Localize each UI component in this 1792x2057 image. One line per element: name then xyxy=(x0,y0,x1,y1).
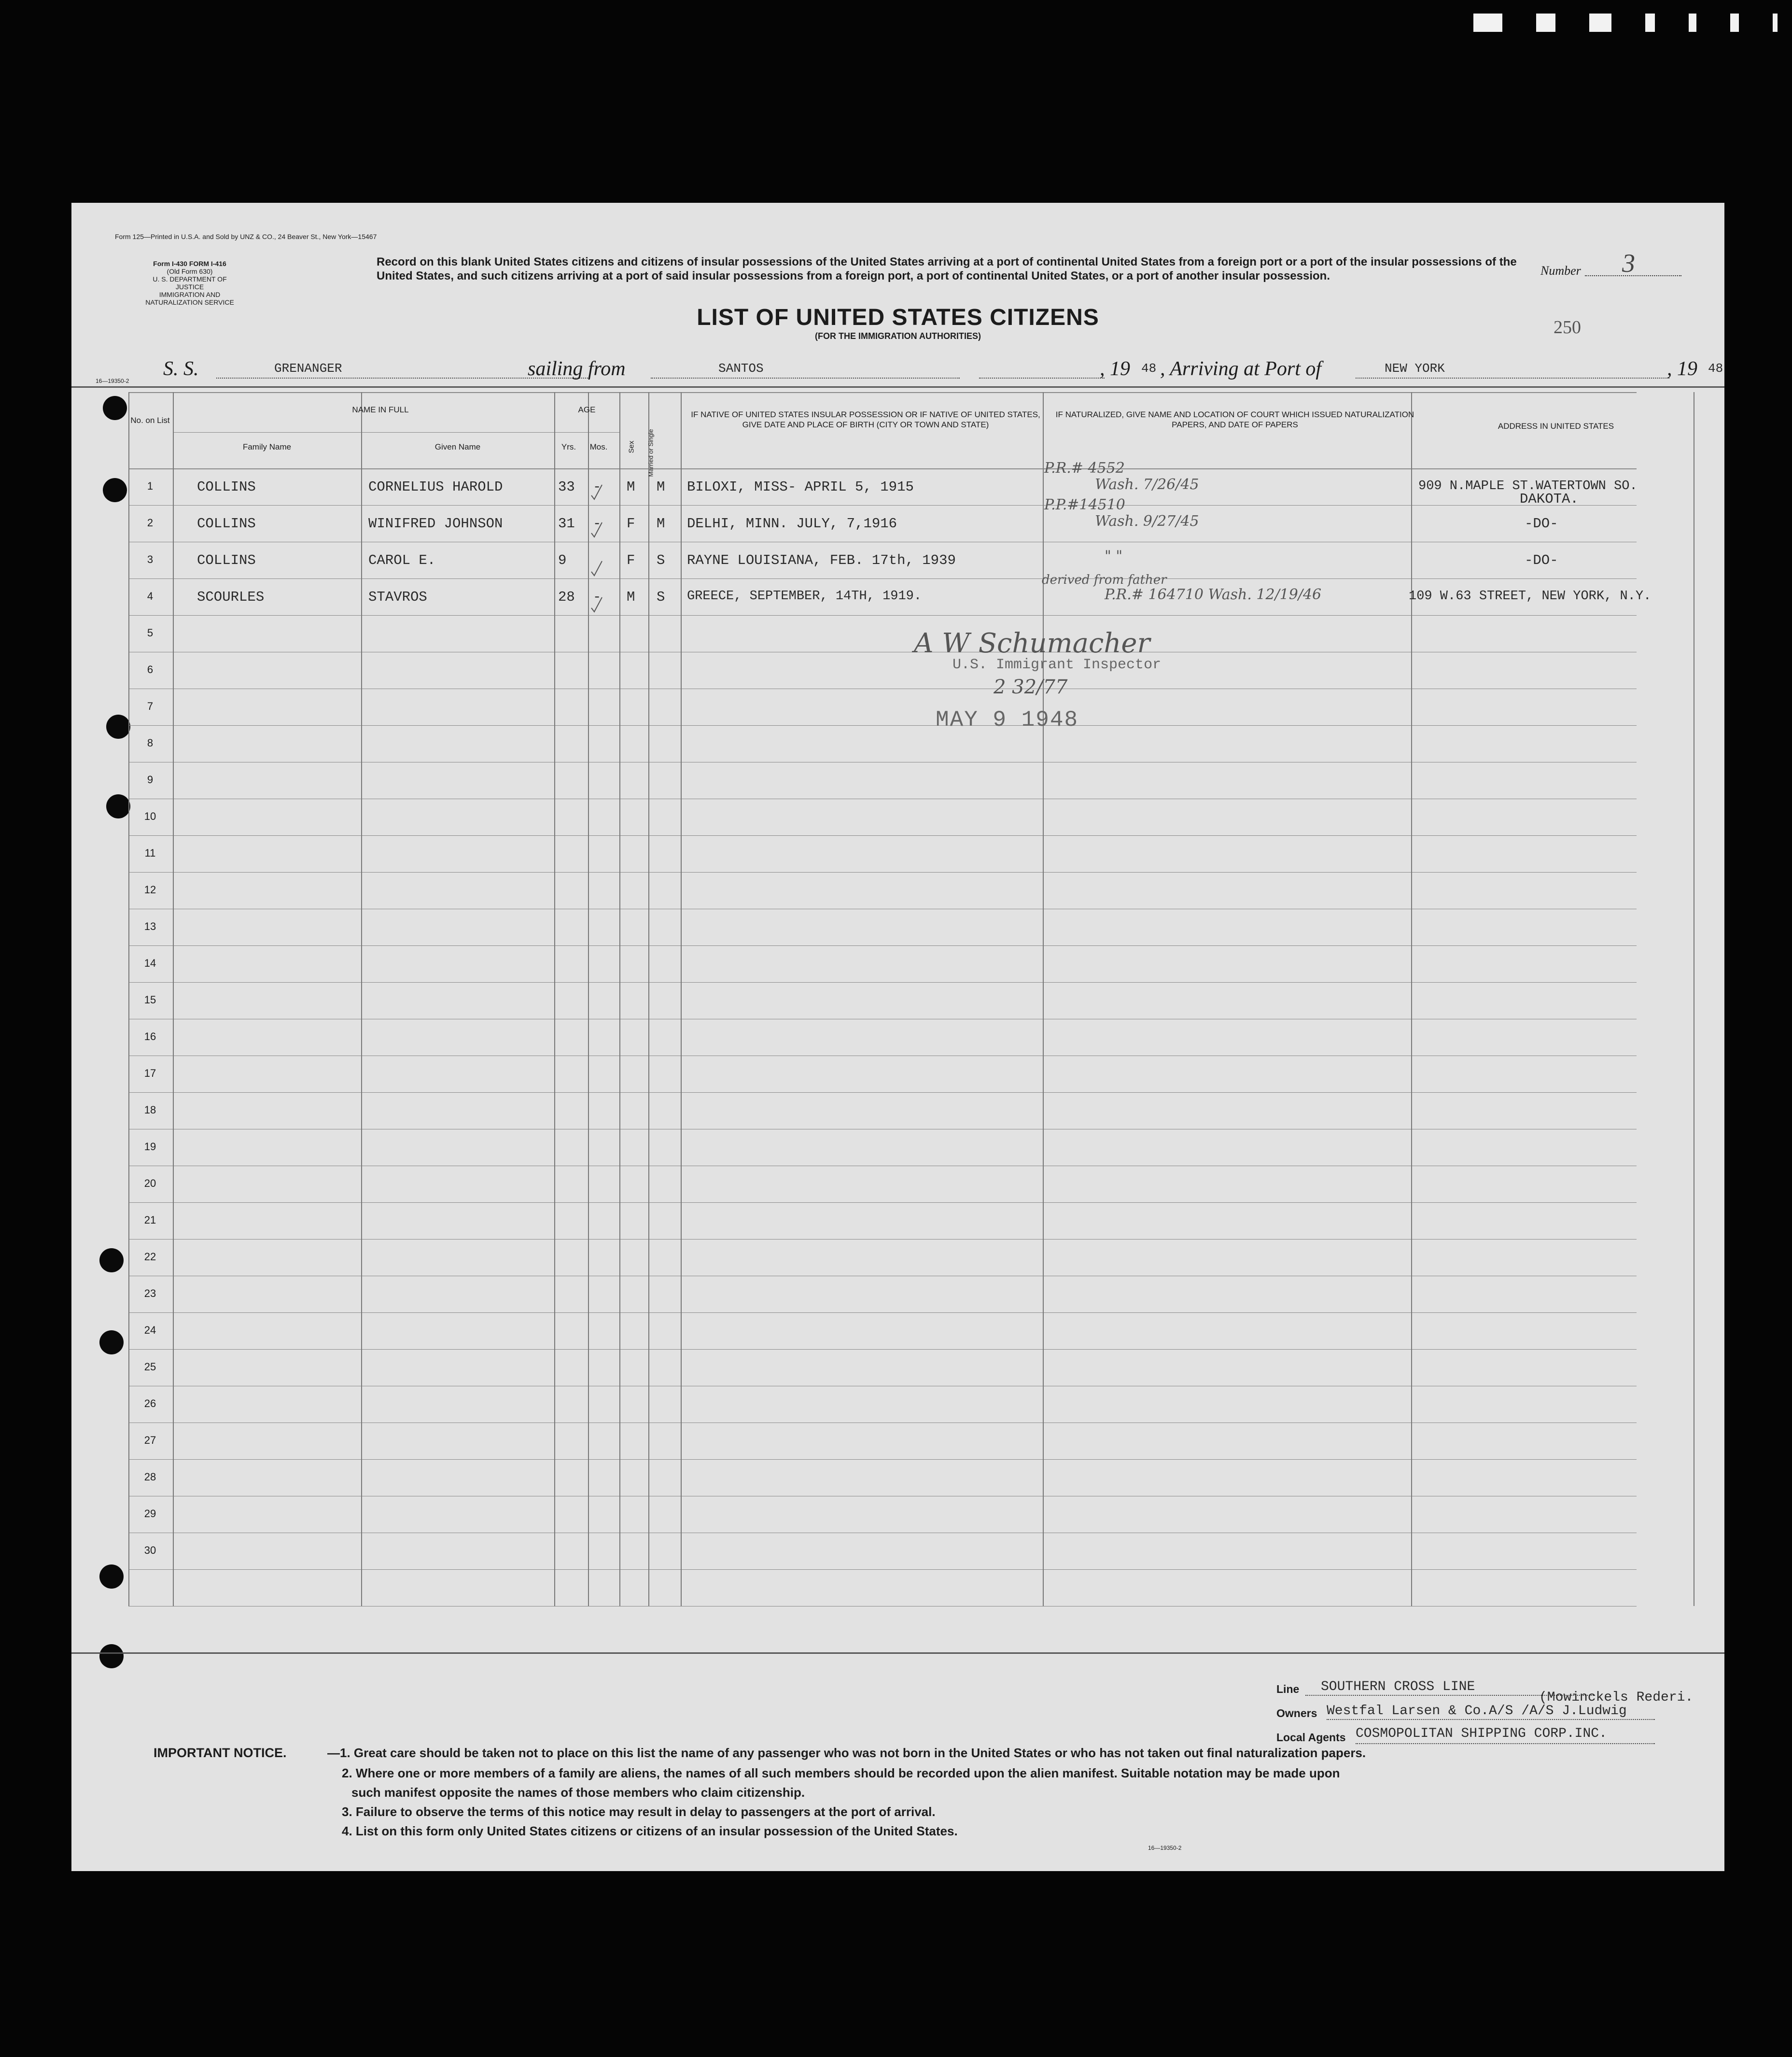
sex: F xyxy=(627,552,635,568)
col-family-name: Family Name xyxy=(242,442,292,451)
column-line xyxy=(648,392,649,1606)
col-sex: Sex xyxy=(627,440,636,453)
inspector-signature: A W Schumacher xyxy=(914,628,1150,659)
form-number: 16—19350-2 xyxy=(96,378,129,384)
arriving-label: , Arriving at Port of xyxy=(1160,358,1322,380)
row-line xyxy=(128,1349,1637,1350)
col-age: AGE xyxy=(578,405,596,414)
row-line xyxy=(128,725,1637,726)
birth-place-date: RAYNE LOUISIANA, FEB. 17th, 1939 xyxy=(687,552,956,568)
col-mos: Mos. xyxy=(589,442,608,451)
row-number: 20 xyxy=(144,1177,156,1189)
year-prefix: , 19 xyxy=(1667,358,1697,380)
port-to-line xyxy=(1356,378,1669,379)
marital-status: M xyxy=(657,479,665,495)
form-print-line: Form 125—Printed in U.S.A. and Sold by UNZ & CO., 24 Beaver St., New York—15467 xyxy=(115,233,377,240)
film-mark xyxy=(1730,14,1739,32)
department-name: U. S. DEPARTMENT OF JUSTICE xyxy=(153,275,227,291)
address-continued: DAKOTA. xyxy=(1520,491,1579,507)
row-number: 16 xyxy=(144,1030,156,1043)
port-to: NEW YORK xyxy=(1385,361,1445,376)
row-number: 11 xyxy=(144,847,156,859)
marital-status: S xyxy=(657,589,665,605)
department-block xyxy=(144,260,236,306)
naturalization-note: derived from father xyxy=(1042,573,1167,587)
col-birth: IF NATIVE OF UNITED STATES INSULAR POSSESSION OR IF NATIVE OF UNITED STATES, GIVE DATE AND PLACE OF BIRTH (CITY OR TOWN AND STATE) xyxy=(691,410,1040,429)
age-years: 33 xyxy=(558,479,575,495)
age-years: 28 xyxy=(558,589,575,605)
address: 909 N.MAPLE ST.WATERTOWN SO. xyxy=(1418,479,1638,493)
form-number-bottom: 16—19350-2 xyxy=(1148,1845,1182,1851)
marital-status: M xyxy=(657,516,665,532)
column-line xyxy=(554,392,555,1606)
row-number: 26 xyxy=(144,1397,156,1409)
agents-underline xyxy=(1356,1743,1655,1744)
naturalization-note: P.R.# 164710 Wash. 12/19/46 xyxy=(1105,586,1322,603)
film-mark xyxy=(1473,14,1502,32)
row-line xyxy=(128,578,1637,579)
row-line xyxy=(128,872,1637,873)
row-number: 10 xyxy=(144,810,156,822)
given-name: CAROL E. xyxy=(368,552,436,568)
manifest-sheet xyxy=(71,203,1724,1871)
address: -DO- xyxy=(1525,516,1558,532)
birth-place-date: GREECE, SEPTEMBER, 14TH, 1919. xyxy=(687,589,922,604)
port-from-line xyxy=(651,378,960,379)
port-from: SANTOS xyxy=(718,361,764,376)
service-name: IMMIGRATION AND NATURALIZATION SERVICE xyxy=(145,291,234,306)
column-line xyxy=(173,392,174,1606)
check-mark-icon xyxy=(590,484,603,500)
row-number: 19 xyxy=(144,1141,156,1153)
notice-item-2-cont: such manifest opposite the names of those members who claim citizenship. xyxy=(351,1785,805,1800)
age-months: - xyxy=(593,516,602,532)
sex: M xyxy=(627,479,635,495)
owners-underline xyxy=(1327,1719,1655,1720)
column-line xyxy=(361,392,362,1606)
address: 109 W.63 STREET, NEW YORK, N.Y. xyxy=(1409,589,1652,604)
naturalization-note: P.R.# 4552 xyxy=(1044,460,1125,477)
row-number: 5 xyxy=(147,627,154,639)
age-years: 9 xyxy=(558,552,567,568)
old-form: (Old Form 630) xyxy=(167,268,213,275)
given-name: WINIFRED JOHNSON xyxy=(368,516,503,532)
row-number: 14 xyxy=(144,957,156,969)
sailing-from-label: sailing from xyxy=(528,358,626,380)
given-name: CORNELIUS HAROLD xyxy=(368,479,503,495)
col-no: No. on List xyxy=(130,416,170,425)
voyage-line xyxy=(71,357,1724,386)
birth-place-date: DELHI, MINN. JULY, 7,1916 xyxy=(687,516,897,532)
row-number: 18 xyxy=(144,1104,156,1116)
film-mark xyxy=(1645,14,1655,32)
column-line xyxy=(681,392,682,1606)
given-name: STAVROS xyxy=(368,589,427,605)
row-line xyxy=(128,615,1637,616)
punch-hole xyxy=(106,794,130,818)
date-line xyxy=(979,378,1105,379)
punch-hole xyxy=(99,1564,124,1589)
row-number: 15 xyxy=(144,994,156,1006)
year-value: 48 xyxy=(1708,361,1723,376)
punch-hole xyxy=(103,478,127,502)
year-prefix: , 19 xyxy=(1100,358,1130,380)
row-number: 23 xyxy=(144,1287,156,1299)
col-married: Married or Single xyxy=(647,429,655,477)
film-mark xyxy=(1536,14,1555,32)
name-age-divider xyxy=(173,432,619,433)
film-mark xyxy=(1689,14,1696,32)
row-number: 12 xyxy=(144,884,156,896)
row-line xyxy=(128,945,1637,946)
col-given-name: Given Name xyxy=(434,442,481,451)
handwritten-fraction: 2 32/77 xyxy=(994,676,1068,698)
owners-value: Westfal Larsen & Co.A/S /A/S J.Ludwig xyxy=(1327,1704,1627,1719)
check-mark-icon xyxy=(590,596,603,613)
punch-hole xyxy=(99,1330,124,1354)
row-line xyxy=(128,1569,1637,1570)
naturalization-note: " " xyxy=(1105,548,1123,564)
column-line xyxy=(619,392,620,1606)
row-number: 22 xyxy=(144,1251,156,1263)
row-line xyxy=(128,835,1637,836)
check-mark-icon xyxy=(590,560,603,577)
family-name: COLLINS xyxy=(197,516,256,532)
marital-status: S xyxy=(657,552,665,568)
film-mark xyxy=(1773,14,1778,32)
row-number: 17 xyxy=(144,1067,156,1079)
row-number: 30 xyxy=(144,1544,156,1556)
ss-label: S. S. xyxy=(163,358,199,380)
important-notice-title: IMPORTANT NOTICE. xyxy=(154,1746,287,1760)
row-line xyxy=(128,505,1637,506)
punch-hole xyxy=(103,396,127,420)
column-line xyxy=(1411,392,1412,1606)
row-number: 27 xyxy=(144,1434,156,1446)
number-value: 3 xyxy=(1622,249,1635,278)
family-name: COLLINS xyxy=(197,479,256,495)
address: -DO- xyxy=(1525,552,1558,568)
punch-hole xyxy=(99,1248,124,1272)
row-line xyxy=(128,1239,1637,1240)
handwritten-mark: 250 xyxy=(1554,317,1581,338)
column-line xyxy=(588,392,589,1606)
row-number: 9 xyxy=(147,774,154,786)
naturalization-note: Wash. 9/27/45 xyxy=(1095,513,1199,530)
line-extra: (Mowinckels Rederi. xyxy=(1539,1690,1694,1705)
family-name: COLLINS xyxy=(197,552,256,568)
row-line xyxy=(128,1202,1637,1203)
naturalization-note: Wash. 7/26/45 xyxy=(1095,476,1199,493)
row-number: 6 xyxy=(147,663,154,676)
age-months: - xyxy=(593,589,602,605)
check-mark-icon xyxy=(590,521,603,538)
table-top-line xyxy=(128,392,1637,393)
ship-name: GRENANGER xyxy=(274,361,342,376)
notice-item-4: 4. List on this form only United States citizens or citizens of an insular possession of the United States. xyxy=(342,1824,958,1838)
row-number: 2 xyxy=(147,517,154,529)
footer-rule xyxy=(71,1652,1724,1654)
line-value: SOUTHERN CROSS LINE xyxy=(1321,1679,1475,1694)
header-bottom-line xyxy=(128,468,1637,469)
instructions-text: Record on this blank United States citizens and citizens of insular possessions of the United States arriving at a port of continental United States from a foreign port or a port of the insular possessions of the United States, and such citizens arriving at a port of said insular possessions from a foreign port, a port of continental United States, or a port of another insular possession. xyxy=(377,255,1517,282)
punch-hole xyxy=(106,715,130,739)
notice-item-1: —1. Great care should be taken not to place on this list the name of any passenger who was not born in the United States or who has not taken out final naturalization papers. xyxy=(327,1746,1366,1760)
naturalization-note: P.P.#14510 xyxy=(1044,496,1125,513)
row-number: 13 xyxy=(144,920,156,932)
col-name-in-full: NAME IN FULL xyxy=(352,405,409,414)
row-number: 21 xyxy=(144,1214,156,1226)
row-line xyxy=(128,1459,1637,1460)
age-years: 31 xyxy=(558,516,575,532)
notice-item-3: 3. Failure to observe the terms of this notice may result in delay to passengers at the port of arrival. xyxy=(342,1804,936,1819)
row-line xyxy=(128,1092,1637,1093)
row-number: 3 xyxy=(147,553,154,565)
punch-hole xyxy=(99,1644,124,1668)
row-number: 1 xyxy=(147,480,154,492)
row-number: 4 xyxy=(147,590,154,602)
page-title: LIST OF UNITED STATES CITIZENS xyxy=(697,305,1099,330)
row-number: 29 xyxy=(144,1508,156,1520)
age-months: - xyxy=(593,479,602,495)
row-number: 8 xyxy=(147,737,154,749)
row-line xyxy=(128,1312,1637,1313)
owners-label: Owners xyxy=(1276,1707,1317,1719)
film-marks xyxy=(1473,9,1778,37)
row-number: 28 xyxy=(144,1471,156,1483)
notice-item-2: 2. Where one or more members of a family are aliens, the names of all such members should be recorded upon the alien manifest. Suitable notation may be made upon xyxy=(342,1766,1340,1780)
col-naturalized: IF NATURALIZED, GIVE NAME AND LOCATION OF COURT WHICH ISSUED NATURALIZATION PAPERS, AND DATE OF PAPERS xyxy=(1055,410,1414,429)
number-label: Number xyxy=(1540,264,1581,278)
agents-label: Local Agents xyxy=(1276,1731,1346,1744)
col-address: ADDRESS IN UNITED STATES xyxy=(1498,422,1614,431)
year-value: 48 xyxy=(1141,361,1157,376)
sex: F xyxy=(627,516,635,532)
row-number: 25 xyxy=(144,1361,156,1373)
agents-value: COSMOPOLITAN SHIPPING CORP.INC. xyxy=(1356,1726,1607,1741)
birth-place-date: BILOXI, MISS- APRIL 5, 1915 xyxy=(687,479,914,495)
row-line xyxy=(128,982,1637,983)
col-yrs: Yrs. xyxy=(561,442,576,451)
page-subtitle: (FOR THE IMMIGRATION AUTHORITIES) xyxy=(815,331,981,341)
row-number: 24 xyxy=(144,1324,156,1336)
date-stamp: MAY 9 1948 xyxy=(936,707,1079,733)
inspector-stamp: U.S. Immigrant Inspector xyxy=(952,657,1162,673)
film-mark xyxy=(1589,14,1611,32)
family-name: SCOURLES xyxy=(197,589,265,605)
row-number: 7 xyxy=(147,700,154,712)
header-rule xyxy=(71,386,1724,388)
line-label: Line xyxy=(1276,1683,1300,1695)
form-id: Form I-430 FORM I-416 xyxy=(153,260,226,268)
sex: M xyxy=(627,589,635,605)
